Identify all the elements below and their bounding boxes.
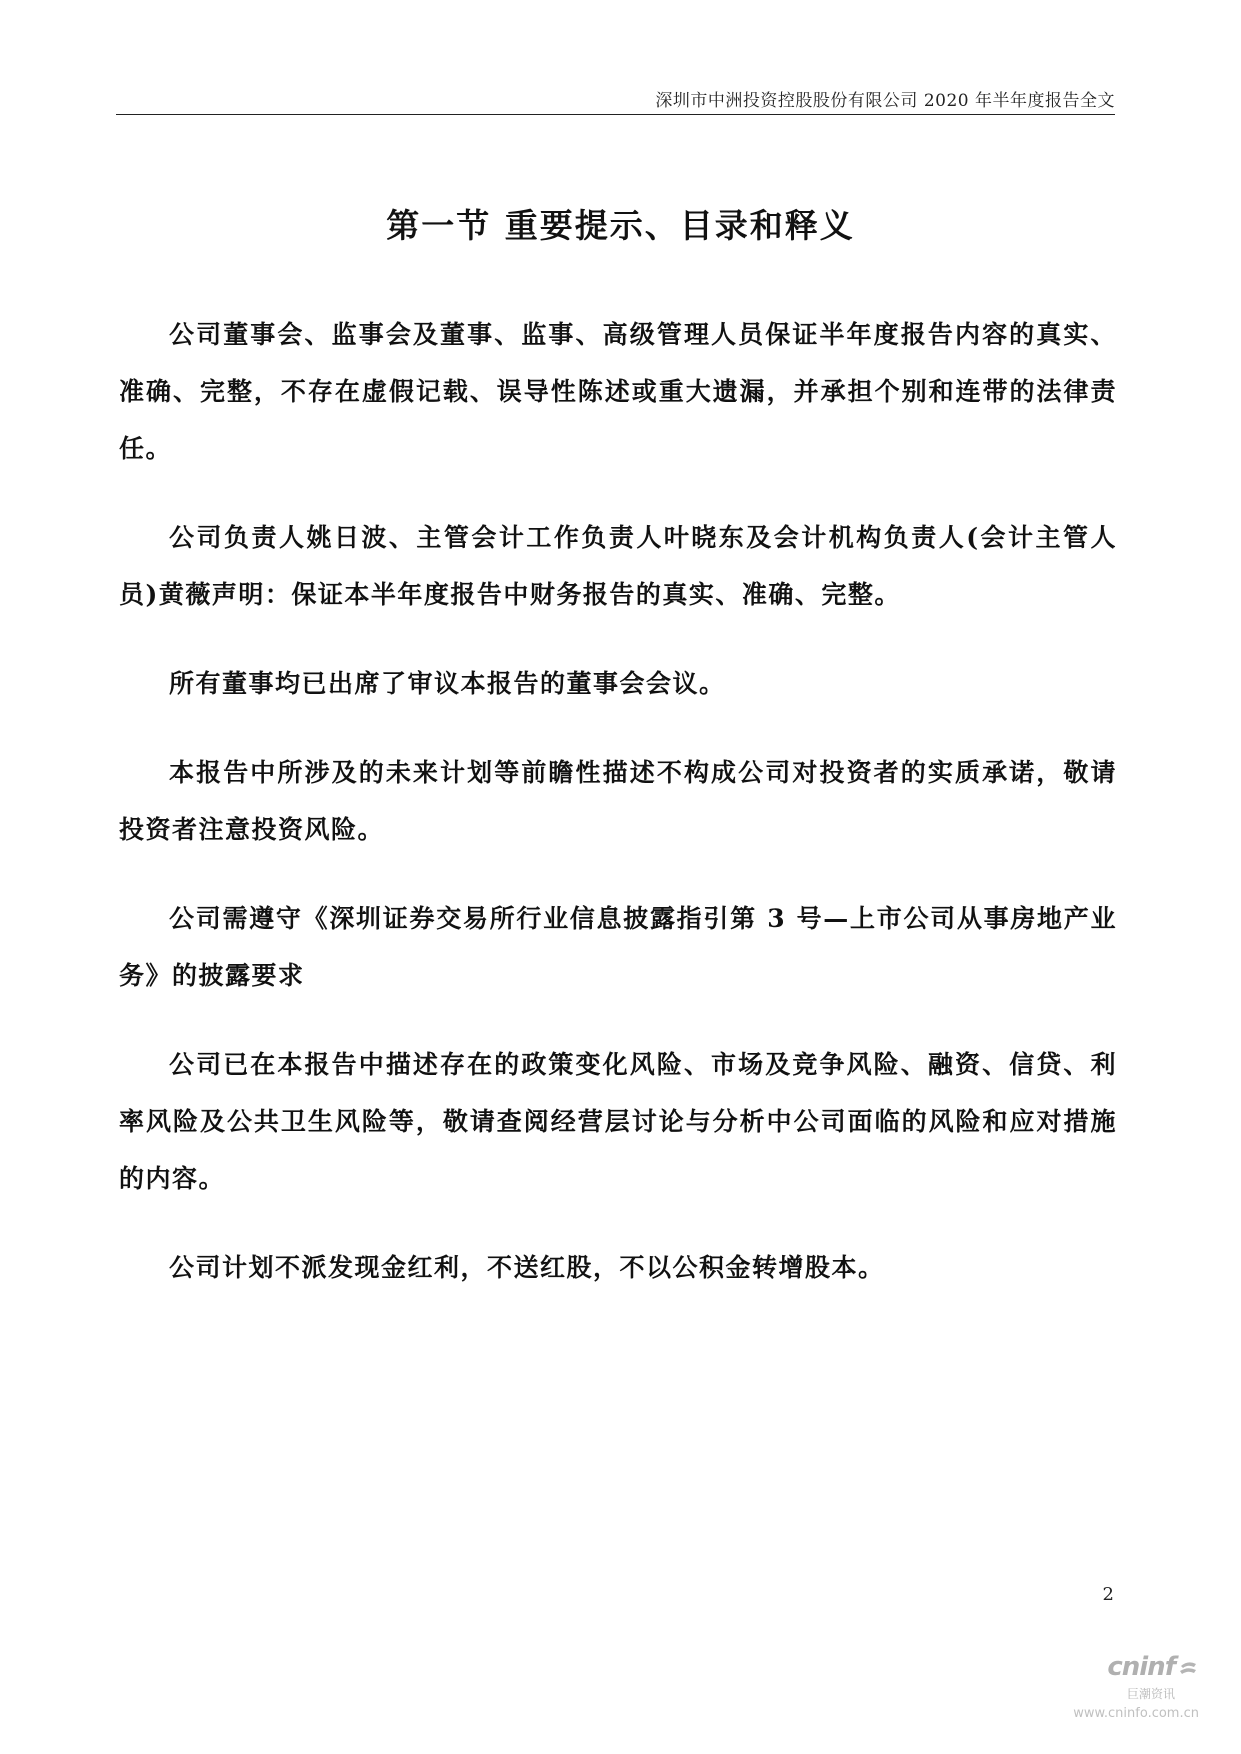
watermark-name: 巨潮资讯 bbox=[1126, 1687, 1175, 1701]
page-number: 2 bbox=[1102, 1584, 1114, 1605]
page-header bbox=[116, 84, 1115, 115]
header-title: 深圳市中洲投资控股股份有限公司 2020 年半年度报告全文 bbox=[655, 91, 1115, 111]
paragraph-directors-attendance: 所有董事均已出席了审议本报告的董事会会议。 bbox=[169, 669, 726, 698]
paragraph-dividend: 公司计划不派发现金红利，不送红股，不以公积金转增股本。 bbox=[169, 1253, 885, 1282]
watermark-logo: cninf bbox=[1107, 1652, 1175, 1682]
paragraph-risks: 公司已在本报告中描述存在的政策变化风险、市场及竞争风险、融资、信贷、利率风险及公共卫生风险等，敬请查阅经营层讨论与分析中公司面临的风险和应对措施的内容。 bbox=[119, 1050, 1117, 1193]
paragraph-disclosure-requirements: 公司需遵守《深圳证券交易所行业信息披露指引第 3 号—上市公司从事房地产业务》的披露要求 bbox=[119, 904, 1117, 990]
body-text bbox=[119, 306, 1117, 1328]
paragraph-board-guarantee: 公司董事会、监事会及董事、监事、高级管理人员保证半年度报告内容的真实、准确、完整，不存在虚假记载、误导性陈述或重大遗漏，并承担个别和连带的法律责任。 bbox=[119, 320, 1117, 463]
section-title: 第一节 重要提示、目录和释义 bbox=[386, 206, 855, 245]
paragraph-forward-looking: 本报告中所涉及的未来计划等前瞻性描述不构成公司对投资者的实质承诺，敬请投资者注意投资风险。 bbox=[119, 758, 1117, 844]
cninfo-watermark bbox=[1059, 1652, 1199, 1728]
watermark-url: www.cninfo.com.cn bbox=[1073, 1706, 1199, 1721]
paragraph-financial-statement: 公司负责人姚日波、主管会计工作负责人叶晓东及会计机构负责人(会计主管人员)黄薇声明：保证本半年度报告中财务报告的真实、准确、完整。 bbox=[119, 523, 1117, 609]
cninfo-logo-icon bbox=[1177, 1658, 1199, 1680]
